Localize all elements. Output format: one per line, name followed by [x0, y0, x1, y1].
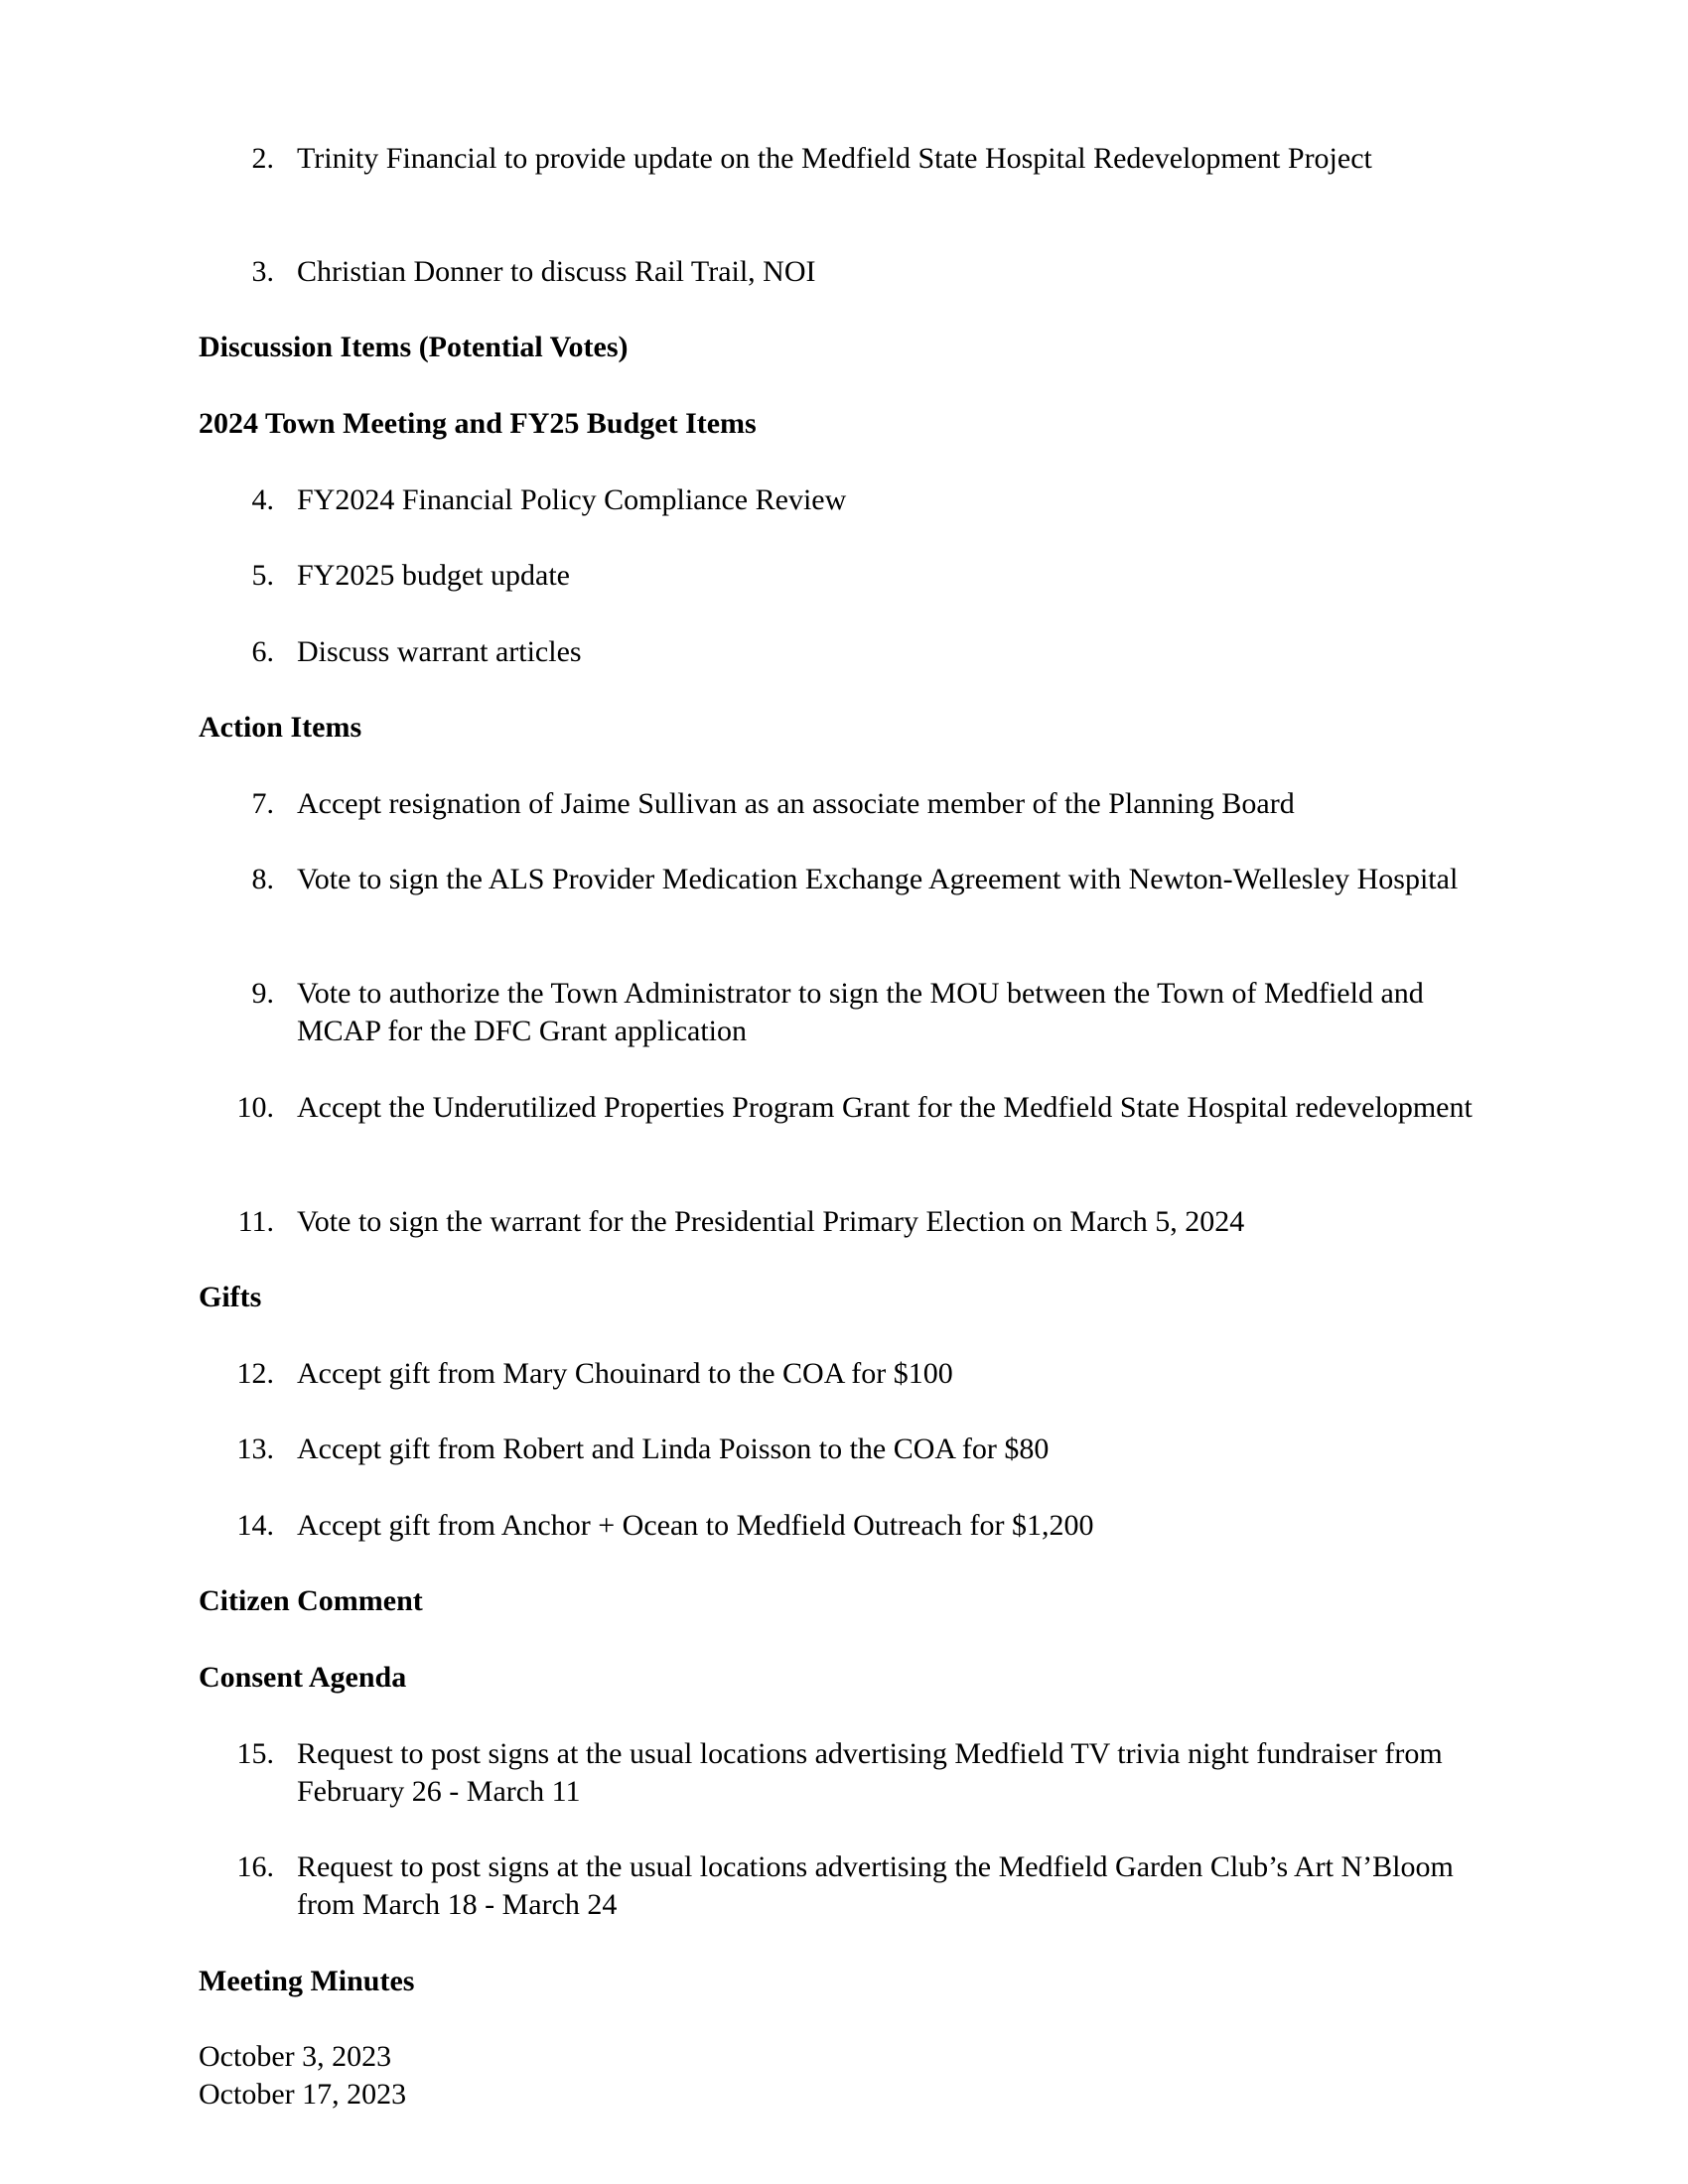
item-text: Trinity Financial to provide update on the Medfield State Hospital Redevelopment Project [297, 142, 1372, 175]
agenda-item [199, 975, 1489, 1050]
agenda-item [199, 557, 1489, 595]
minutes-date: October 17, 2023 [199, 2078, 407, 2111]
item-number: 13. [236, 1433, 274, 1465]
item-text: Request to post signs at the usual locations advertising Medfield TV trivia night fundraiser from February 26 - March 11 [297, 1737, 1443, 1808]
agenda-item [199, 140, 1489, 178]
section-heading-meeting-minutes: Meeting Minutes [199, 1965, 415, 1997]
section-heading-discussion-items: Discussion Items (Potential Votes) [199, 331, 629, 363]
section-heading-citizen-comment: Citizen Comment [199, 1584, 423, 1617]
item-text: Vote to authorize the Town Administrator to sign the MOU between the Town of Medfield and MCAP for the DFC Grant application [297, 977, 1424, 1047]
item-number: 8. [251, 863, 274, 895]
item-text: Accept the Underutilized Properties Program Grant for the Medfield State Hospital redevelopment [297, 1091, 1473, 1124]
agenda-item [199, 253, 1489, 291]
item-number: 10. [236, 1091, 274, 1124]
item-number: 3. [251, 255, 274, 288]
agenda-item [199, 1507, 1489, 1545]
item-text: Discuss warrant articles [297, 635, 582, 668]
agenda-item [199, 1355, 1489, 1393]
item-number: 12. [236, 1357, 274, 1390]
item-text: FY2025 budget update [297, 559, 570, 592]
agenda-item [199, 1431, 1489, 1468]
item-number: 11. [237, 1205, 274, 1238]
agenda-item [199, 1848, 1489, 1924]
item-number: 2. [251, 142, 274, 175]
item-text: Request to post signs at the usual locations advertising the Medfield Garden Club’s Art N’Bloom from March 18 - March 24 [297, 1850, 1454, 1921]
section-heading-gifts: Gifts [199, 1281, 262, 1313]
item-text: Accept gift from Robert and Linda Poisson to the COA for $80 [297, 1433, 1050, 1465]
minutes-date: October 3, 2023 [199, 2040, 392, 2073]
item-text: Accept resignation of Jaime Sullivan as an associate member of the Planning Board [297, 787, 1295, 820]
section-heading-action-items: Action Items [199, 711, 362, 744]
item-number: 7. [251, 787, 274, 820]
item-number: 16. [236, 1850, 274, 1883]
item-number: 6. [251, 635, 274, 668]
item-number: 5. [251, 559, 274, 592]
agenda-item [199, 861, 1489, 898]
item-number: 9. [251, 977, 274, 1010]
item-number: 14. [236, 1509, 274, 1542]
item-number: 15. [236, 1737, 274, 1770]
item-text: Accept gift from Mary Chouinard to the COA for $100 [297, 1357, 953, 1390]
agenda-item [199, 481, 1489, 519]
agenda-item [199, 1203, 1489, 1241]
agenda-item [199, 785, 1489, 823]
section-heading-town-meeting-budget: 2024 Town Meeting and FY25 Budget Items [199, 407, 757, 440]
item-text: Vote to sign the ALS Provider Medication Exchange Agreement with Newton-Wellesley Hospital [297, 863, 1459, 895]
agenda-item [199, 633, 1489, 671]
agenda-item [199, 1089, 1489, 1127]
section-heading-consent-agenda: Consent Agenda [199, 1661, 407, 1694]
item-text: Christian Donner to discuss Rail Trail, NOI [297, 255, 816, 288]
item-text: FY2024 Financial Policy Compliance Review [297, 483, 847, 516]
item-number: 4. [251, 483, 274, 516]
agenda-item [199, 1735, 1489, 1811]
item-text: Vote to sign the warrant for the Presidential Primary Election on March 5, 2024 [297, 1205, 1245, 1238]
item-text: Accept gift from Anchor + Ocean to Medfield Outreach for $1,200 [297, 1509, 1094, 1542]
